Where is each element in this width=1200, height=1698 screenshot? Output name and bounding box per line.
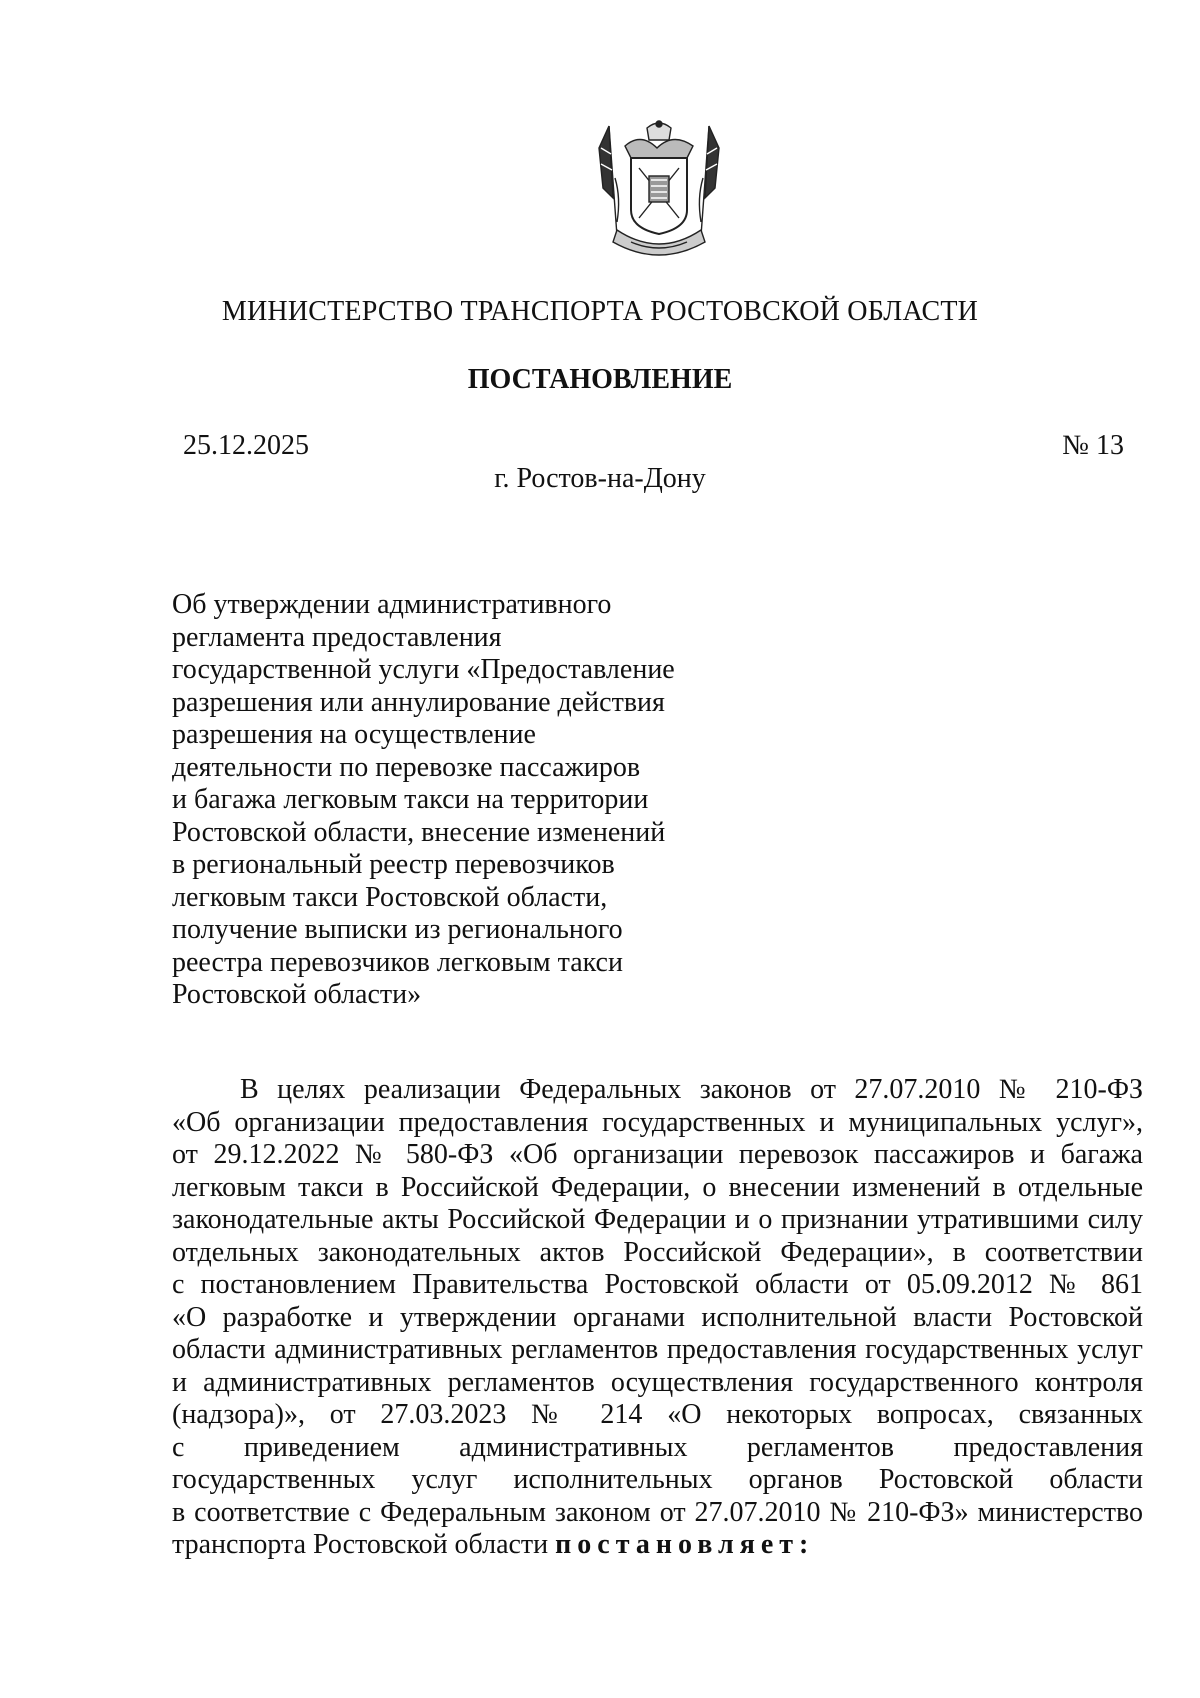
subject-line: получение выписки из регионального <box>172 914 623 945</box>
document-city: г. Ростов-на-Дону <box>494 463 706 494</box>
body-final-text: транспорта Ростовской области <box>172 1529 556 1560</box>
body-line: законодательные акты Российской Федерации и о признании утратившими силу <box>172 1204 1143 1235</box>
body-line: «О разработке и утверждении органами исполнительной власти Ростовской <box>172 1301 1143 1333</box>
subject-line: государственной услуги «Предоставление <box>172 654 675 685</box>
document-number: № 13 <box>1062 430 1124 461</box>
body-line: отдельных законодательных актов Российской Федерации», в соответствии <box>172 1236 1143 1268</box>
body-line: с постановлением Правительства Ростовской области от 05.09.2012 № 861 <box>172 1269 1143 1300</box>
subject-line: разрешения или аннулирование действия <box>172 686 665 718</box>
coat-of-arms-icon <box>595 118 723 262</box>
body-line: легковым такси в Российской Федерации, о внесении изменений в отдельные <box>172 1171 1143 1203</box>
body-line: области административных регламентов предоставления государственных услуг <box>172 1334 1143 1365</box>
decree-verb: постановляет: <box>555 1529 815 1560</box>
body-line: с приведением административных регламентов предоставления <box>172 1431 1143 1463</box>
body-line: (надзора)», от 27.03.2023 № 214 «О некоторых вопросах, связанных <box>172 1399 1143 1430</box>
body-final-line <box>172 1529 1143 1562</box>
ministry-title: МИНИСТЕРСТВО ТРАНСПОРТА РОСТОВСКОЙ ОБЛАСТИ <box>221 296 979 327</box>
subject-line: и багажа легковым такси на территории <box>172 784 649 815</box>
subject-line: разрешения на осуществление <box>172 719 536 750</box>
body-line: «Об организации предоставления государственных и муниципальных услуг», <box>172 1106 1143 1138</box>
subject-line: Ростовской области, внесение изменений <box>172 816 666 848</box>
subject-line: легковым такси Ростовской области, <box>172 881 608 913</box>
body-line: от 29.12.2022 № 580-ФЗ «Об организации перевозок пассажиров и багажа <box>172 1139 1143 1170</box>
subject-line: деятельности по перевозке пассажиров <box>172 751 641 783</box>
subject-line: в региональный реестр перевозчиков <box>172 849 615 880</box>
document-date: 25.12.2025 <box>183 430 309 461</box>
body-line: государственных услуг исполнительных органов Ростовской области <box>172 1464 1143 1495</box>
body-line: и административных регламентов осуществления государственного контроля <box>172 1366 1143 1398</box>
subject-line: реестра перевозчиков легковым такси <box>172 946 623 978</box>
body-line: в соответствие с Федеральным законом от 27.07.2010 № 210-ФЗ» министерство <box>172 1496 1143 1528</box>
subject-line: регламента предоставления <box>172 621 502 653</box>
document-subject <box>172 589 692 1012</box>
subject-line: Ростовской области» <box>172 979 422 1010</box>
document-type-heading: ПОСТАНОВЛЕНИЕ <box>467 364 733 395</box>
subject-line: Об утверждении административного <box>172 589 612 620</box>
body-line: В целях реализации Федеральных законов от 27.07.2010 № 210-ФЗ <box>240 1074 1143 1105</box>
document-body <box>172 1074 1143 1562</box>
